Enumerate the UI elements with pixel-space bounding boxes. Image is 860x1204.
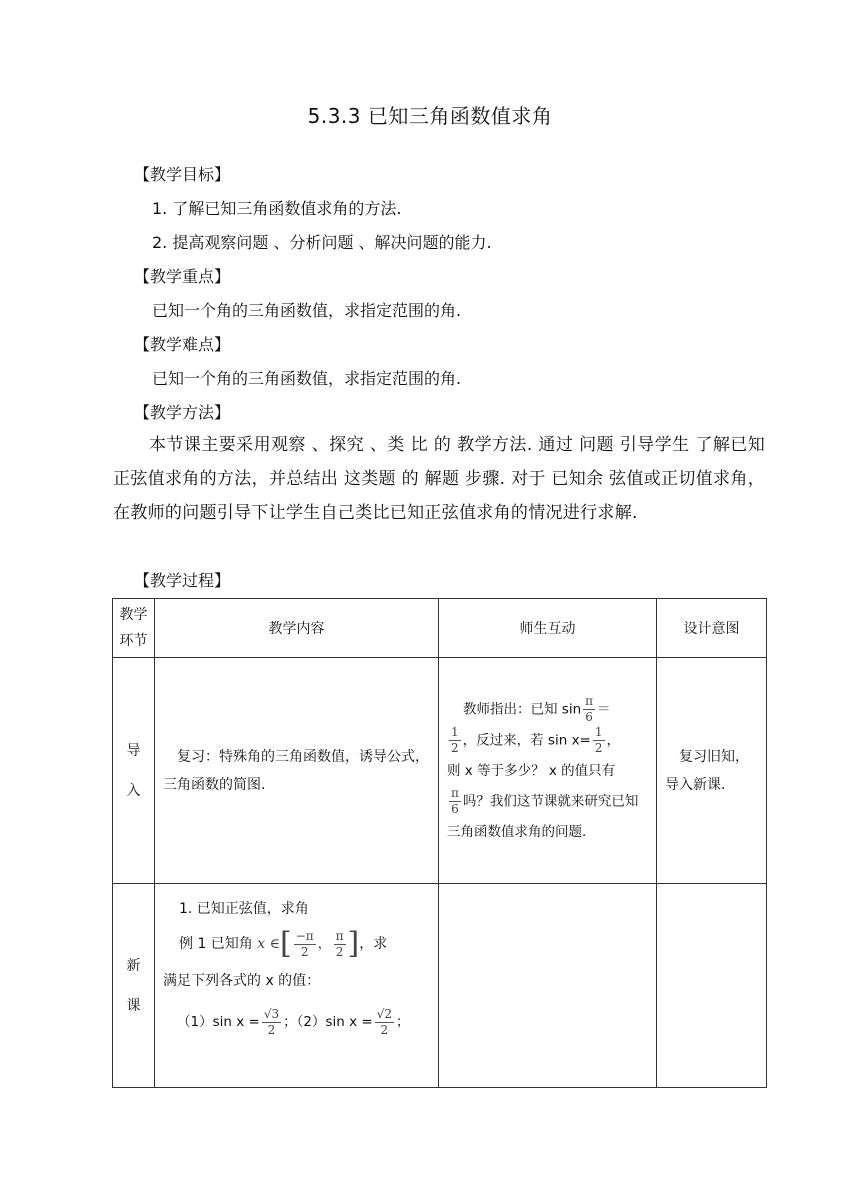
row1-interaction: 教师指出：已知 sin $\frac{\pi}{6}$ ＝ $\frac{1}{2}$ ，反过来，若 sin x= $\frac{1}{2}$ ， 则 x 等于多少？ x 的值只有 $\frac{\pi}{6}$ 吗？我们这节课就来研究已知三角函数值求角的问题.: [439, 658, 657, 884]
fraction-one-half-2: $\frac{1}{2}$: [594, 725, 603, 755]
row2-stage-line1: 新: [126, 957, 141, 974]
difficulty-text: 已知一个角的三角函数值，求指定范围的角.: [152, 369, 462, 388]
interaction-text-4: 则 x 等于多少？ x 的值只有: [447, 763, 616, 779]
fraction-sqrt3-over-2: $\frac{√3}{2}$: [263, 1006, 280, 1037]
example-1-items: （1）sin x = $\frac{√3}{2}$ ；（2）sin x = $\frac{√2}{2}$ ；: [177, 1006, 410, 1037]
fraction-pi-over-2: $\frac{\pi}{2}$: [335, 928, 344, 959]
row2-heading: 1. 已知正弦值，求角: [179, 901, 309, 917]
method-paragraph: 本节课主要采用观察 、探究 、类 比 的 教学方法. 通过 问题 引导学生 了解已知正弦值求角的方法，并总结出 这类题 的 解题 步骤. 对于 已知余 弦值或正切值求角，在教师的问题引导下让学生自己类比已知正弦值求角的情况进行求解.: [113, 435, 765, 523]
difficulty-header: 【教学难点】: [134, 335, 231, 354]
row1-stage-line1: 导: [126, 742, 141, 759]
interaction-text-1: 教师指出：已知 sin: [463, 701, 582, 718]
teaching-process-table: [112, 598, 767, 1088]
row1-content: 复习：特殊角的三角函数值，诱导公式，三角函数的简图.: [155, 658, 439, 884]
goal-header: 【教学目标】: [134, 165, 231, 184]
interaction-text-5: 吗？我们这节课就来研究已知三角函数值求角的问题.: [447, 793, 639, 840]
header-interaction: 师生互动: [439, 599, 657, 658]
interaction-text-2: ，反过来，若 sin x=: [462, 732, 591, 749]
header-design: 设计意图: [657, 599, 767, 658]
example-1-line: 例 1 已知角 x ∈[ $\frac{-\pi}{2}$ ， $\frac{\pi}{2}$ ]，求: [179, 926, 388, 961]
table-row: [113, 658, 767, 884]
table-row: [113, 884, 767, 1088]
row1-stage: [113, 658, 155, 884]
goal-item-2: 2. 提高观察问题 、分析问题 、解决问题的能力.: [152, 233, 492, 252]
row1-design: 复习旧知，导入新课.: [657, 658, 767, 884]
goal-item-1: 1. 了解已知三角函数值求角的方法.: [152, 199, 402, 218]
row2-content: [155, 884, 439, 1088]
fraction-pi-over-6: $\frac{\pi}{6}$: [585, 694, 594, 724]
row2-stage: [113, 884, 155, 1088]
example-1-line2: 满足下列各式的 x 的值：: [163, 973, 321, 989]
process-header: 【教学过程】: [134, 571, 231, 590]
row2-interaction: [439, 884, 657, 1088]
fraction-one-half: $\frac{1}{2}$: [451, 725, 459, 755]
key-text: 已知一个角的三角函数值，求指定范围的角.: [152, 301, 462, 320]
header-content: 教学内容: [155, 599, 439, 658]
header-stage-line2: 环节: [119, 633, 148, 649]
header-stage: [113, 599, 155, 658]
fraction-neg-pi-over-2: $\frac{-\pi}{2}$: [295, 928, 314, 959]
key-header: 【教学重点】: [134, 267, 231, 286]
header-stage-line1: 教学: [119, 607, 148, 623]
method-header: 【教学方法】: [134, 403, 231, 422]
fraction-pi-over-6-2: $\frac{\pi}{6}$: [451, 786, 459, 816]
fraction-sqrt2-over-2: $\frac{√2}{2}$: [376, 1006, 392, 1037]
row1-stage-line2: 入: [126, 782, 141, 799]
row2-design: [657, 884, 767, 1088]
row2-stage-line2: 课: [126, 997, 141, 1014]
page-title: 5.3.3 已知三角函数值求角: [307, 104, 553, 128]
table-header-row: [113, 599, 767, 658]
